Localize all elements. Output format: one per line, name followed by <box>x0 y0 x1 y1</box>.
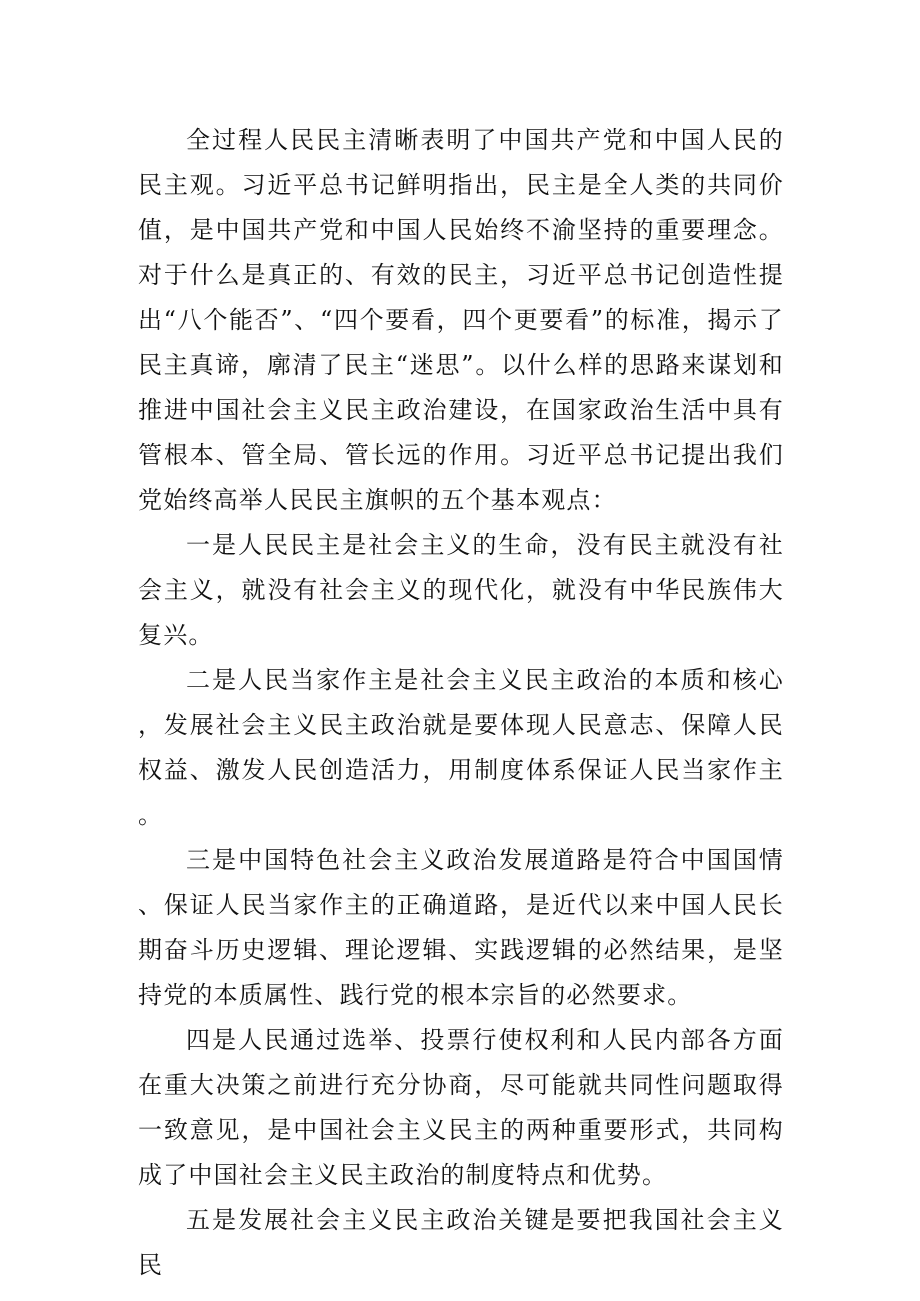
paragraph-intro: 全过程人民民主清晰表明了中国共产党和中国人民的民主观。习近平总书记鲜明指出，民主是全人类的共同价值，是中国共产党和中国人民始终不渝坚持的重要理念。对于什么是真正的、有效的民主，习近平总书记创造性提出“八个能否”、“四个要看，四个更要看”的标准，揭示了民主真谛，廓清了民主“迷思”。以什么样的思路来谋划和推进中国社会主义民主政治建设，在国家政治生活中具有管根本、管全局、管长远的作用。习近平总书记提出我们党始终高举人民民主旗帜的五个基本观点： <box>138 126 784 514</box>
paragraph-point-three: 三是中国特色社会主义政治发展道路是符合中国国情、保证人民当家作主的正确道路，是近代以来中国人民长期奋斗历史逻辑、理论逻辑、实践逻辑的必然结果，是坚持党的本质属性、践行党的根本宗旨的必然要求。 <box>138 846 784 1009</box>
paragraph-point-five: 五是发展社会主义民主政治关键是要把我国社会主义民 <box>138 1206 784 1279</box>
paragraph-point-one: 一是人民民主是社会主义的生命，没有民主就没有社会主义，就没有社会主义的现代化，就没有中华民族伟大复兴。 <box>138 531 784 649</box>
paragraph-point-four: 四是人民通过选举、投票行使权利和人民内部各方面在重大决策之前进行充分协商，尽可能就共同性问题取得一致意见，是中国社会主义民主的两种重要形式，共同构成了中国社会主义民主政治的制度特点和优势。 <box>138 1026 784 1189</box>
paragraph-point-two: 二是人民当家作主是社会主义民主政治的本质和核心，发展社会主义民主政治就是要体现人民意志、保障人民权益、激发人民创造活力，用制度体系保证人民当家作主。 <box>138 666 784 829</box>
document-body <box>138 118 784 1288</box>
